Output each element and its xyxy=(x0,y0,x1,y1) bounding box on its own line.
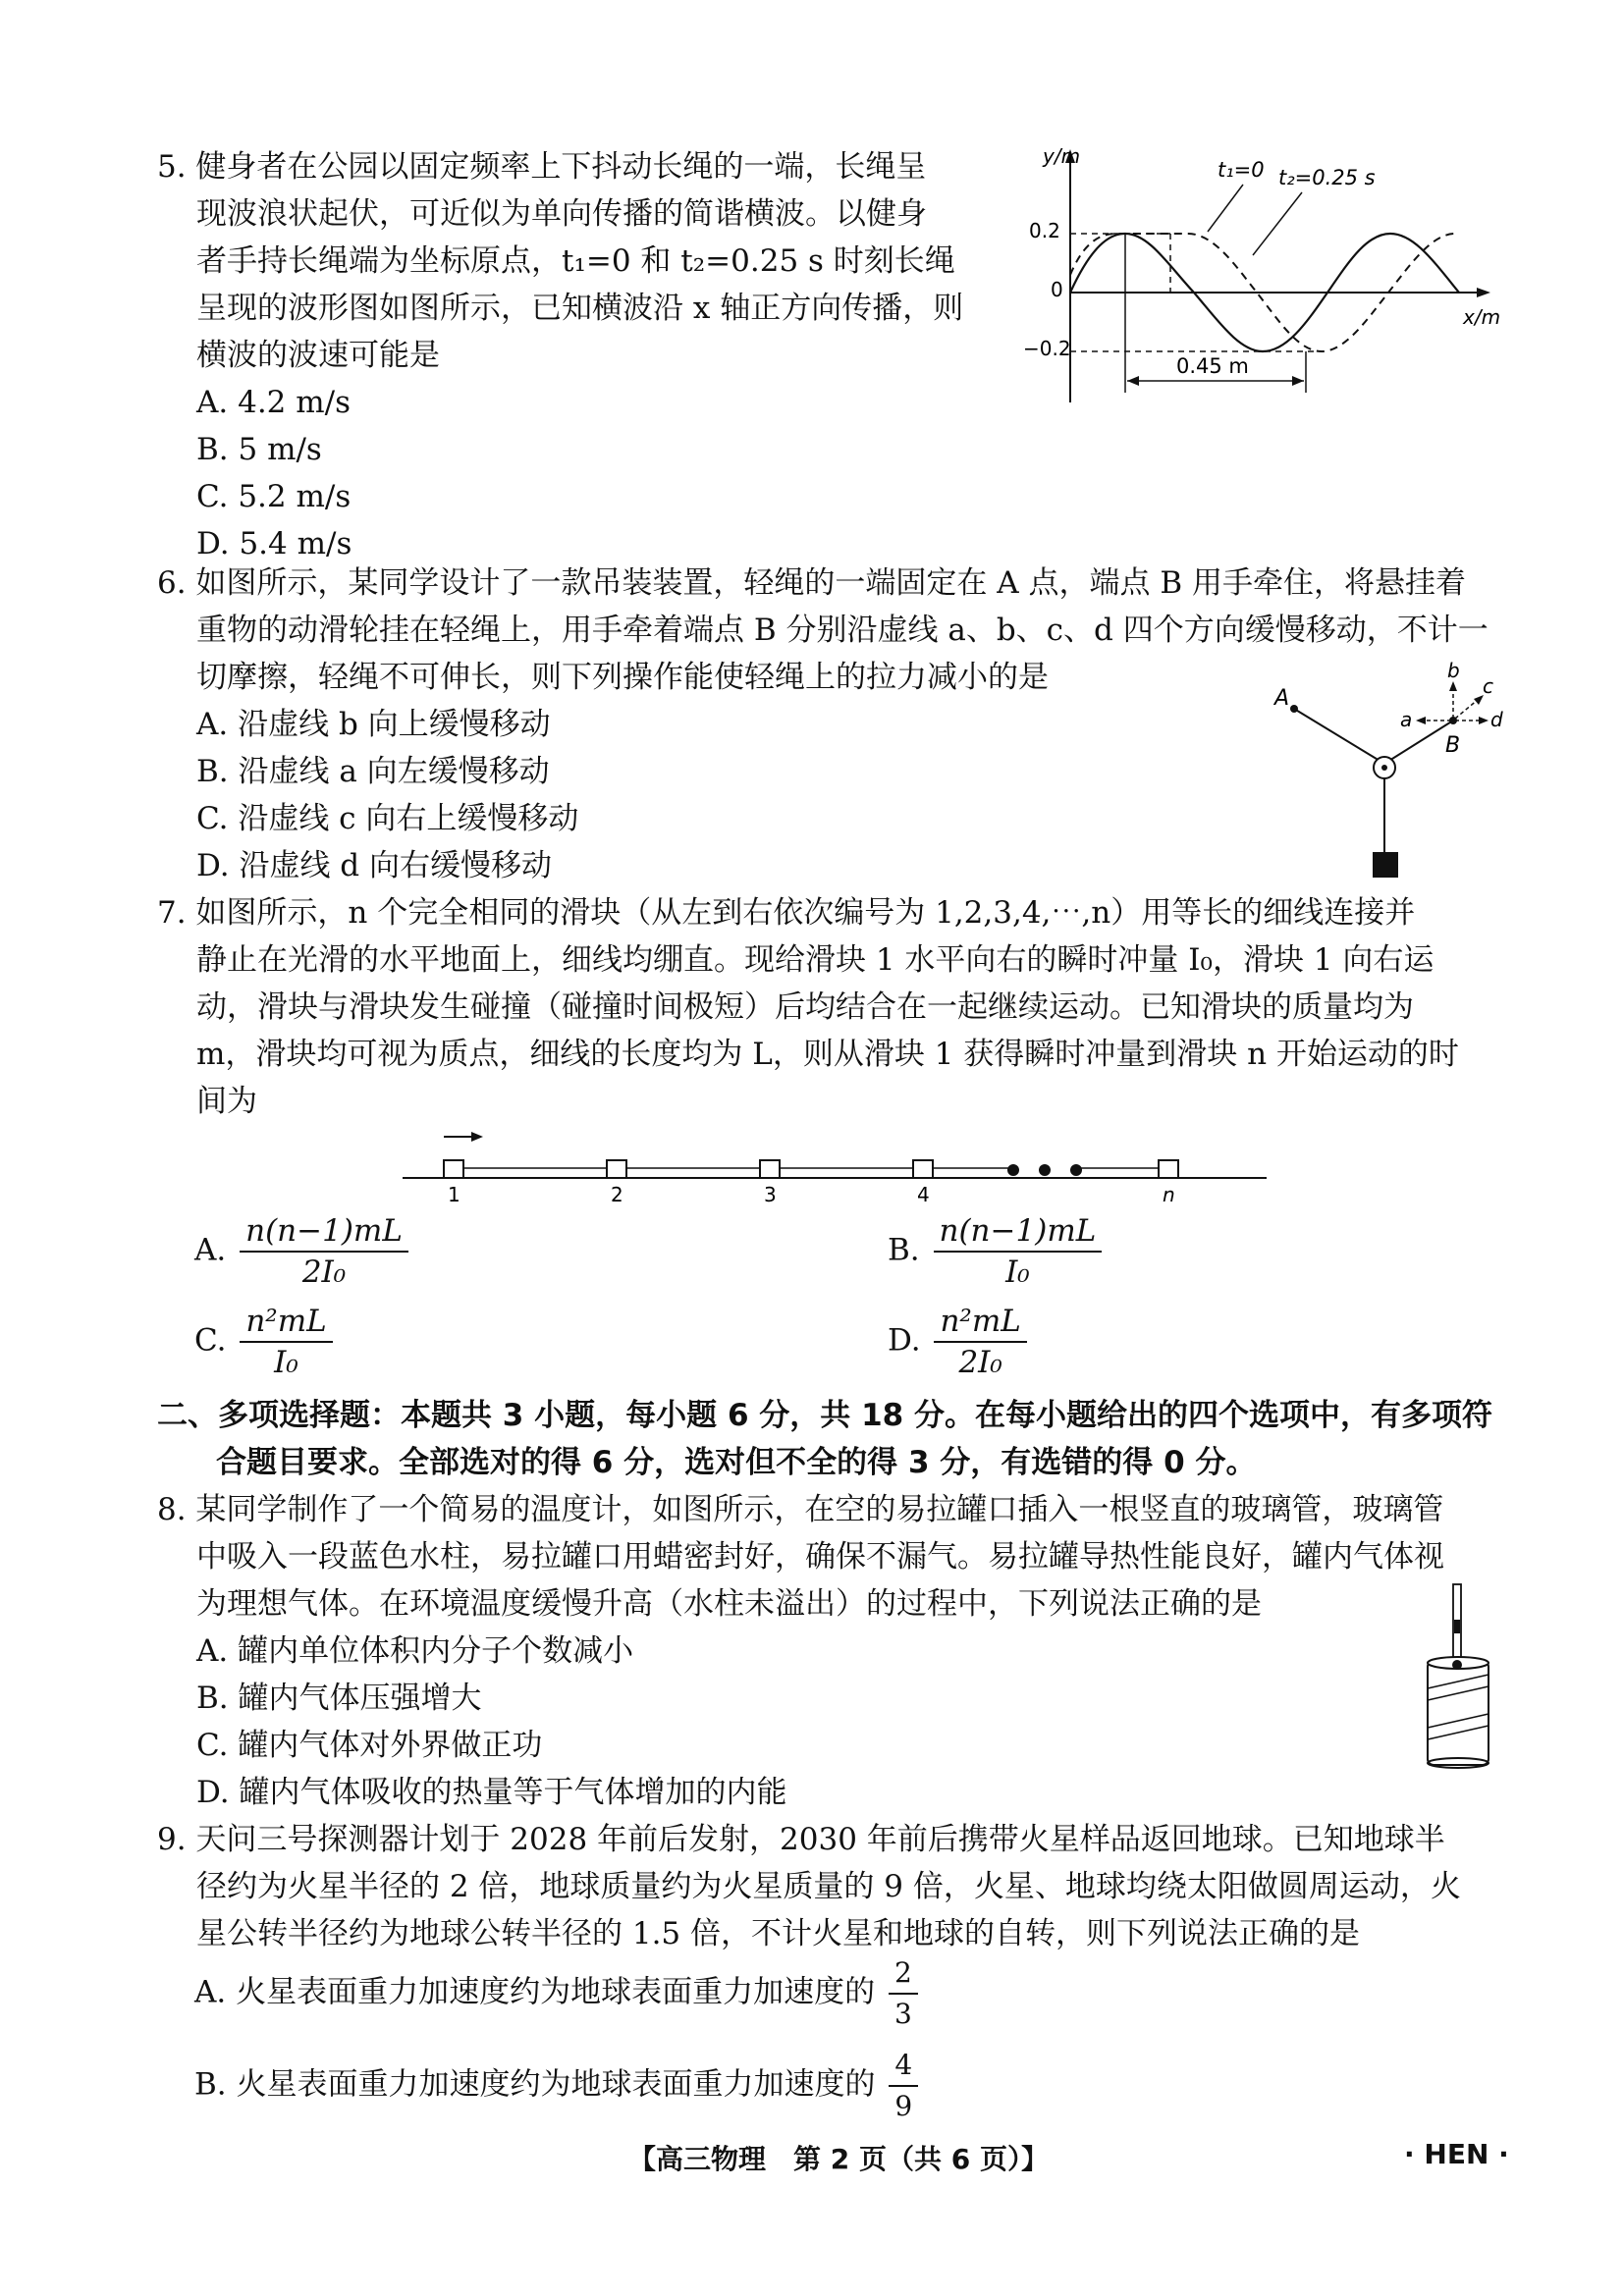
q5-wave-figure xyxy=(1021,128,1532,412)
q7-label-4: 4 xyxy=(917,1183,930,1206)
q7-slider-1 xyxy=(444,1160,463,1178)
q7-slider-3 xyxy=(760,1160,780,1178)
q8-option-b: B. 罐内气体压强增大 xyxy=(196,1681,482,1716)
q6-option-c: C. 沿虚线 c 向右上缓慢移动 xyxy=(196,801,579,836)
q7-label-2: 2 xyxy=(611,1183,623,1206)
q5-leader-t1 xyxy=(1208,185,1243,232)
q5-tick-bottom: −0.2 xyxy=(1023,337,1071,360)
q7-option-b-prefix: B. xyxy=(888,1232,920,1268)
page-footer-code: · HEN · xyxy=(1404,2138,1509,2170)
q6-line-2: 重物的动滑轮挂在轻绳上，用手牵着端点 B 分别沿虚线 a、b、c、d 四个方向缓慢移动，不计一 xyxy=(196,613,1489,648)
q6-label-a: a xyxy=(1400,708,1413,731)
q9-option-b-fraction xyxy=(889,2046,918,2126)
q7-ellipsis-dot-2 xyxy=(1039,1164,1051,1176)
q8-line-1: 8. 某同学制作了一个简易的温度计，如图所示，在空的易拉罐口插入一根竖直的玻璃管，玻璃管 xyxy=(157,1492,1444,1527)
q6-dir-d-arrow xyxy=(1479,717,1489,724)
q7-line-4: m，滑块均可视为质点，细线的长度均为 L，则从滑块 1 获得瞬时冲量到滑块 n 开始运动的时 xyxy=(196,1037,1459,1072)
page-footer-label: 【高三物理 第 2 页（共 6 页）】 xyxy=(628,2143,1049,2175)
q7-slider-n xyxy=(1159,1160,1178,1178)
q7-option-b-num: n(n−1)mL xyxy=(934,1211,1103,1253)
section-2-line-2: 合题目要求。全部选对的得 6 分，选对但不全的得 3 分，有选错的得 0 分。 xyxy=(216,1445,1257,1480)
q6-line-1: 6. 如图所示，某同学设计了一款吊装装置，轻绳的一端固定在 A 点，端点 B 用手牵住，将悬挂着 xyxy=(157,565,1467,601)
q6-rope-right xyxy=(1384,721,1453,764)
q7-option-b-den: I₀ xyxy=(1005,1255,1030,1290)
q9-option-b-den: 9 xyxy=(894,2090,913,2122)
q6-line-3: 切摩擦，轻绳不可伸长，则下列操作能使轻绳上的拉力减小的是 xyxy=(196,660,1049,695)
q7-option-c-den: I₀ xyxy=(274,1345,298,1380)
q9-option-a-den: 3 xyxy=(893,1998,912,2030)
q8-line-2: 中吸入一段蓝色水柱，易拉罐口用蜡密封好，确保不漏气。易拉罐导热性能良好，罐内气体视 xyxy=(196,1539,1444,1575)
q6-rope-left xyxy=(1294,709,1384,764)
q7-option-c-prefix: C. xyxy=(194,1322,227,1359)
q7-sliders-figure xyxy=(393,1119,1276,1207)
q5-label-t2: t₂=0.25 s xyxy=(1278,166,1376,189)
q5-line-3: 者手持长绳端为坐标原点，t₁=0 和 t₂=0.25 s 时刻长绳 xyxy=(196,243,955,279)
q9-option-b-num: 4 xyxy=(889,2046,918,2087)
q9-line-2: 径约为火星半径的 2 倍，地球质量约为火星质量的 9 倍，火星、地球均绕太阳做圆周运动，火 xyxy=(196,1869,1461,1904)
q6-pulley-figure xyxy=(1247,658,1512,893)
q7-label-1: 1 xyxy=(448,1183,460,1206)
q5-x-axis-arrow xyxy=(1477,288,1490,297)
q7-ellipsis-dot-3 xyxy=(1070,1164,1082,1176)
q5-line-4: 呈现的波形图如图所示，已知横波沿 x 轴正方向传播，则 xyxy=(196,291,964,326)
q6-dir-b-arrow xyxy=(1449,681,1457,691)
q7-line-3: 动，滑块与滑块发生碰撞（碰撞时间极短）后均结合在一起继续运动。已知滑块的质量均为 xyxy=(196,989,1414,1025)
q7-slider-2 xyxy=(607,1160,626,1178)
q6-label-c: c xyxy=(1483,674,1493,698)
q7-option-a-fraction xyxy=(240,1211,408,1292)
q7-label-n: n xyxy=(1163,1183,1175,1206)
q6-label-d: d xyxy=(1490,708,1503,731)
q5-line-5: 横波的波速可能是 xyxy=(196,338,440,373)
q7-option-a xyxy=(194,1211,412,1292)
q7-option-c xyxy=(194,1302,337,1382)
q5-dimension-arrow-left xyxy=(1127,376,1139,386)
q5-dimension-label: 0.45 m xyxy=(1176,354,1249,378)
q7-line-2: 静止在光滑的水平地面上，细线均绷直。现给滑块 1 水平向右的瞬时冲量 I₀，滑块 1 向右运 xyxy=(196,942,1435,978)
q8-option-a: A. 罐内单位体积内分子个数减小 xyxy=(196,1633,634,1669)
q5-tick-top: 0.2 xyxy=(1029,219,1060,242)
q5-dimension-arrow-right xyxy=(1292,376,1304,386)
q7-option-c-num: n²mL xyxy=(240,1302,332,1343)
q6-option-b: B. 沿虚线 a 向左缓慢移动 xyxy=(196,754,550,789)
q7-option-a-prefix: A. xyxy=(194,1232,227,1268)
q9-option-b-text: B. 火星表面重力加速度约为地球表面重力加速度的 xyxy=(194,2066,876,2103)
q6-weight xyxy=(1373,852,1398,878)
q7-option-b-fraction xyxy=(934,1211,1103,1292)
q6-option-d: D. 沿虚线 d 向右缓慢移动 xyxy=(196,848,553,883)
q9-option-a-num: 2 xyxy=(889,1953,918,1995)
q6-label-B: B xyxy=(1445,733,1461,758)
q8-wax-seal xyxy=(1452,1660,1462,1670)
q7-option-a-den: 2I₀ xyxy=(301,1255,347,1290)
section-2-header xyxy=(157,1392,1492,1486)
q7-ellipsis-dot-1 xyxy=(1007,1164,1019,1176)
q5-option-c: C. 5.2 m/s xyxy=(196,479,352,514)
q5-option-b: B. 5 m/s xyxy=(196,432,322,467)
section-2-line-1: 二、多项选择题：本题共 3 小题，每小题 6 分，共 18 分。在每小题给出的四个选项中，有多项符 xyxy=(157,1398,1493,1433)
q6-pulley-axle xyxy=(1381,765,1387,771)
q6-option-a: A. 沿虚线 b 向上缓慢移动 xyxy=(196,707,551,742)
question-5 xyxy=(157,143,963,567)
q9-option-a xyxy=(194,1953,922,2034)
question-7 xyxy=(157,889,1459,1125)
q8-line-3: 为理想气体。在环境温度缓慢升高（水柱未溢出）的过程中，下列说法正确的是 xyxy=(196,1586,1262,1622)
q5-label-t1: t₁=0 xyxy=(1218,158,1265,182)
q9-line-1: 9. 天问三号探测器计划于 2028 年前后发射，2030 年前后携带火星样品返回地球。已知地球半 xyxy=(157,1822,1445,1857)
q5-x-axis-label: x/m xyxy=(1463,305,1501,329)
q7-impulse-arrowhead xyxy=(471,1132,483,1142)
q5-leader-t2 xyxy=(1253,192,1302,255)
q7-option-b xyxy=(888,1211,1106,1292)
q7-option-d-den: 2I₀ xyxy=(958,1345,1002,1380)
q7-option-d-num: n²mL xyxy=(934,1302,1026,1343)
question-8 xyxy=(157,1486,1444,1816)
q8-option-d: D. 罐内气体吸收的热量等于气体增加的内能 xyxy=(196,1775,787,1810)
q8-option-c: C. 罐内气体对外界做正功 xyxy=(196,1728,543,1763)
q5-y-axis-label: y/m xyxy=(1043,144,1081,168)
q5-option-d: D. 5.4 m/s xyxy=(196,526,352,561)
q5-option-a: A. 4.2 m/s xyxy=(196,385,351,420)
q5-tick-zero: 0 xyxy=(1051,278,1063,301)
q7-option-d-prefix: D. xyxy=(888,1322,921,1359)
q9-option-b xyxy=(194,2046,922,2126)
q9-line-3: 星公转半径约为地球公转半径的 1.5 倍，不计火星和地球的自转，则下列说法正确的是 xyxy=(196,1916,1361,1951)
q6-dir-c xyxy=(1455,699,1479,719)
q7-option-c-fraction xyxy=(240,1302,332,1382)
q7-slider-4 xyxy=(913,1160,933,1178)
q7-option-d-fraction xyxy=(934,1302,1026,1382)
q7-line-5: 间为 xyxy=(196,1084,257,1119)
q9-option-a-fraction xyxy=(889,1953,918,2034)
q8-water-column xyxy=(1454,1620,1460,1633)
q6-label-b: b xyxy=(1447,659,1460,682)
q6-dir-a-arrow xyxy=(1416,717,1426,724)
q7-option-d xyxy=(888,1302,1031,1382)
q9-option-a-text: A. 火星表面重力加速度约为地球表面重力加速度的 xyxy=(194,1974,876,2010)
question-9 xyxy=(157,1816,1461,1957)
q7-line-1: 7. 如图所示，n 个完全相同的滑块（从左到右依次编号为 1,2,3,4,⋯,n）用等长的细线连接并 xyxy=(157,895,1416,931)
q7-label-3: 3 xyxy=(764,1183,777,1206)
q6-label-A: A xyxy=(1274,686,1290,711)
q7-option-a-num: n(n−1)mL xyxy=(240,1211,408,1253)
q5-line-1: 5. 健身者在公园以固定频率上下抖动长绳的一端，长绳呈 xyxy=(157,149,927,185)
q8-can-thermometer-figure xyxy=(1414,1580,1502,1777)
q5-line-2: 现波浪状起伏，可近似为单向传播的简谐横波。以健身 xyxy=(196,196,927,232)
